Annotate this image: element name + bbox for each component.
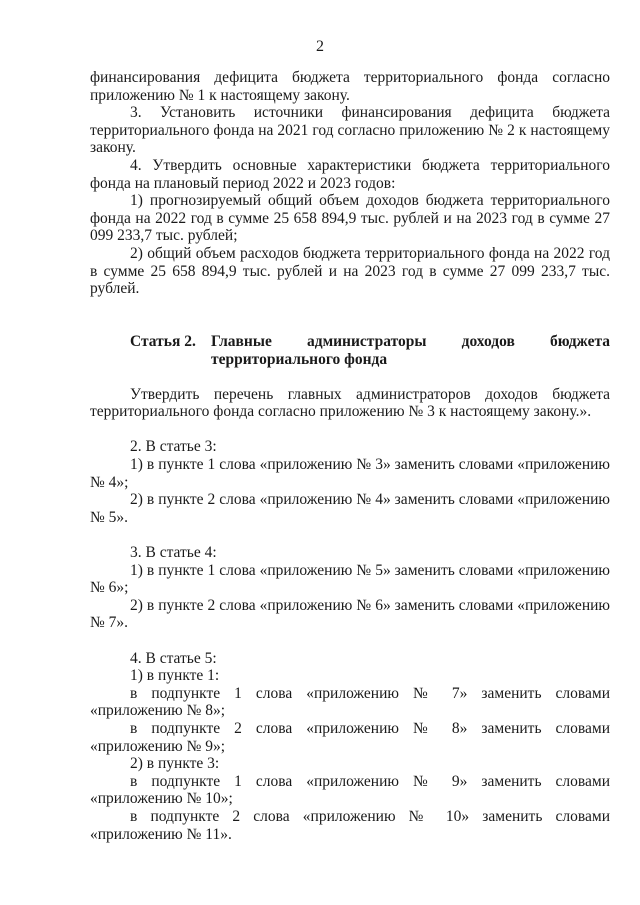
amendment-item: 1) в пункте 1 слова «приложению № 3» заменить словами «приложению № 4»;: [90, 456, 610, 491]
article-body: Утвердить перечень главных администраторов доходов бюджета территориального фонда согласно приложению № 3 к настоящему закону.».: [90, 385, 610, 421]
amendment-item: в подпункте 1 слова «приложению № 9» заменить словами «приложению № 10»;: [90, 772, 610, 808]
paragraph: финансирования дефицита бюджета территориального фонда согласно приложению № 1 к настоящему закону.: [90, 69, 610, 104]
paragraph: 1) прогнозируемый общий объем доходов бюджета территориального фонда на 2022 год в сумме 25 658 894,9 тыс. рублей и на 2023 год в сумме 27 099 233,7 тыс. рублей;: [90, 192, 610, 245]
amendment-item: в подпункте 1 слова «приложению № 7» заменить словами «приложению № 8»;: [90, 684, 610, 720]
article-number: Статья 2.: [130, 332, 196, 350]
amendment-heading: 4. В статье 5:: [130, 649, 217, 667]
amendment-heading: 2. В статье 3:: [130, 438, 217, 456]
amendment-item: 2) в пункте 2 слова «приложению № 6» заменить словами «приложению № 7».: [90, 596, 610, 632]
article-title: Главные администраторы доходов бюджета территориального фонда: [211, 332, 610, 368]
amendment-item: в подпункте 2 слова «приложению № 8» заменить словами «приложению № 9»;: [90, 719, 610, 755]
amendment-item: в подпункте 2 слова «приложению № 10» заменить словами «приложению № 11».: [90, 807, 610, 843]
amendment-heading: 3. В статье 4:: [130, 544, 217, 562]
paragraph: 4. Утвердить основные характеристики бюджета территориального фонда на плановый период 2022 и 2023 годов:: [90, 156, 610, 192]
amendment-item: 1) в пункте 1 слова «приложению № 5» заменить словами «приложению № 6»;: [90, 561, 610, 597]
page-number: 2: [316, 38, 324, 55]
amendment-item: 1) в пункте 1:: [130, 667, 220, 685]
amendment-item: 2) в пункте 2 слова «приложению № 4» заменить словами «приложению № 5».: [90, 491, 610, 526]
article-heading: [90, 333, 610, 368]
paragraph: 3. Установить источники финансирования дефицита бюджета территориального фонда на 2021 год согласно приложению № 2 к настоящему закону.: [90, 104, 610, 157]
document-body: [90, 69, 610, 843]
amendment-item: 2) в пункте 3:: [130, 755, 220, 773]
paragraph: 2) общий объем расходов бюджета территориального фонда на 2022 год в сумме 25 658 894,9 тыс. рублей и на 2023 год в сумме 27 099 233,7 тыс. рублей.: [90, 244, 610, 298]
